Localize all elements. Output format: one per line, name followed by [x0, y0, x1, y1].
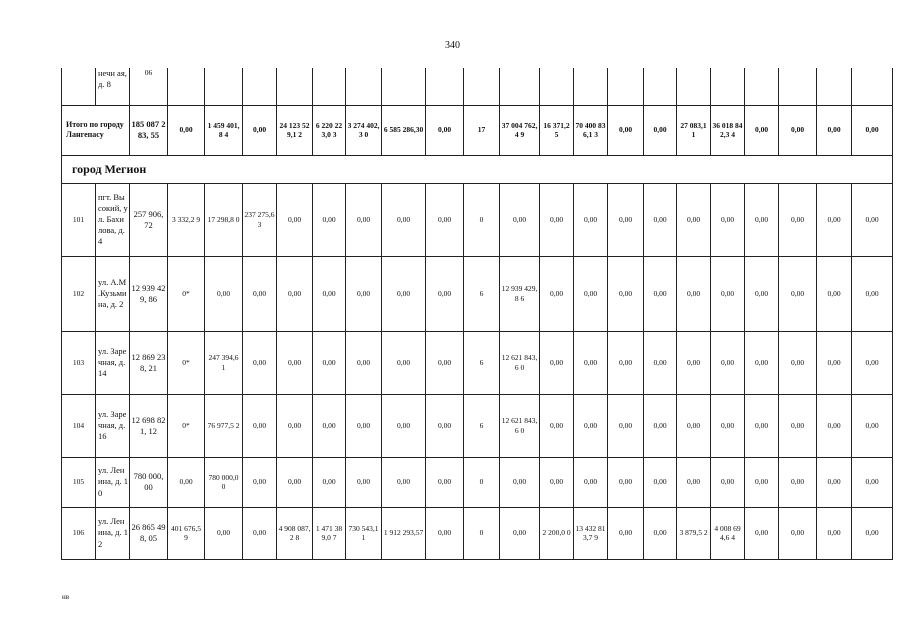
table-row — [62, 394, 893, 457]
value-cell: 0,00 — [644, 457, 677, 507]
value-cell: 6 — [464, 331, 500, 394]
value-cell: 0,00 — [608, 507, 644, 559]
value-cell — [852, 68, 893, 105]
value-cell — [426, 68, 464, 105]
value-cell: 0,00 — [574, 394, 608, 457]
value-cell: 0,00 — [745, 331, 779, 394]
value-cell — [608, 68, 644, 105]
table-row-total — [62, 105, 893, 155]
value-cell: 0,00 — [574, 457, 608, 507]
value-cell: 12 621 843,6 0 — [500, 331, 540, 394]
value-cell: 0,00 — [540, 331, 574, 394]
value-cell: 0,00 — [817, 183, 852, 256]
page-number: 340 — [445, 40, 460, 51]
value-cell: 0,00 — [644, 331, 677, 394]
total-value-cell: 16 371,2 5 — [540, 105, 574, 155]
value-cell — [779, 68, 817, 105]
value-cell: 0,00 — [243, 331, 277, 394]
value-cell: 0,00 — [540, 183, 574, 256]
value-cell: 0,00 — [277, 457, 313, 507]
total-value-cell: 0,00 — [243, 105, 277, 155]
row-number-cell: 103 — [62, 331, 96, 394]
value-cell: 0,00 — [346, 256, 382, 331]
total-value-cell: 0,00 — [779, 105, 817, 155]
value-cell: 0,00 — [500, 507, 540, 559]
value-cell: 0,00 — [817, 507, 852, 559]
table-row — [62, 183, 893, 256]
row-number-cell: 101 — [62, 183, 96, 256]
table-row — [62, 256, 893, 331]
value-cell: 3 332,2 9 — [168, 183, 205, 256]
value-cell: 0,00 — [382, 394, 426, 457]
value-cell: 0,00 — [574, 183, 608, 256]
value-cell: 257 906, 72 — [130, 183, 168, 256]
value-cell: 0,00 — [817, 256, 852, 331]
value-cell: 12 939 429, 86 — [130, 256, 168, 331]
total-value-cell: 0,00 — [168, 105, 205, 155]
value-cell: 0,00 — [817, 331, 852, 394]
value-cell: 0,00 — [677, 183, 711, 256]
value-cell: 4 908 087,2 8 — [277, 507, 313, 559]
value-cell: 780 000,0 0 — [205, 457, 243, 507]
value-cell: 0,00 — [677, 394, 711, 457]
table-row — [62, 457, 893, 507]
address-cell: ул. Заречная, д. 16 — [96, 394, 130, 457]
value-cell: 247 394,6 1 — [205, 331, 243, 394]
value-cell — [382, 68, 426, 105]
value-cell: 13 432 813,7 9 — [574, 507, 608, 559]
value-cell: 237 275,6 3 — [243, 183, 277, 256]
table-row — [62, 331, 893, 394]
value-cell: 12 939 429,8 6 — [500, 256, 540, 331]
value-cell: 0,00 — [745, 183, 779, 256]
value-cell: 0,00 — [608, 256, 644, 331]
value-cell: 0,00 — [608, 183, 644, 256]
value-cell — [313, 68, 346, 105]
value-cell: 0,00 — [205, 507, 243, 559]
total-value-cell: 36 018 842,3 4 — [711, 105, 745, 155]
total-value-cell: 185 087 283, 55 — [130, 105, 168, 155]
section-row — [62, 155, 893, 183]
value-cell: 0,00 — [277, 331, 313, 394]
value-cell: 0,00 — [243, 507, 277, 559]
value-cell: 12 621 843,6 0 — [500, 394, 540, 457]
value-cell: 0,00 — [313, 394, 346, 457]
value-cell: 1 912 293,57 — [382, 507, 426, 559]
total-value-cell: 1 459 401,8 4 — [205, 105, 243, 155]
value-cell — [346, 68, 382, 105]
value-cell — [464, 68, 500, 105]
value-cell: 0,00 — [313, 256, 346, 331]
value-cell: 6 — [464, 256, 500, 331]
value-cell — [205, 68, 243, 105]
value-cell: 0,00 — [779, 394, 817, 457]
total-value-cell: 0,00 — [608, 105, 644, 155]
value-cell: 0,00 — [711, 457, 745, 507]
value-cell — [243, 68, 277, 105]
total-value-cell: 6 220 223,0 3 — [313, 105, 346, 155]
value-cell — [817, 68, 852, 105]
value-cell — [500, 68, 540, 105]
total-value-cell: 0,00 — [745, 105, 779, 155]
address-cell: ул. Ленина, д. 12 — [96, 507, 130, 559]
value-cell: 0,00 — [168, 457, 205, 507]
value-cell: 0,00 — [644, 256, 677, 331]
total-value-cell: 27 083,1 1 — [677, 105, 711, 155]
row-number-cell: 105 — [62, 457, 96, 507]
value-cell: 0,00 — [644, 394, 677, 457]
section-title: город Мегион — [62, 155, 893, 183]
value-cell: 0,00 — [313, 331, 346, 394]
value-cell: 0,00 — [574, 331, 608, 394]
value-cell: 0,00 — [817, 394, 852, 457]
value-cell: 0,00 — [500, 183, 540, 256]
value-cell: 0,00 — [779, 331, 817, 394]
value-cell: 0,00 — [745, 507, 779, 559]
value-cell: 0,00 — [608, 331, 644, 394]
value-cell: 0,00 — [711, 331, 745, 394]
value-cell: 0,00 — [779, 507, 817, 559]
value-cell: 0,00 — [243, 394, 277, 457]
table-body — [62, 68, 893, 559]
value-cell: 0,00 — [711, 256, 745, 331]
value-cell: 0* — [168, 394, 205, 457]
value-cell: 0,00 — [313, 183, 346, 256]
value-cell: 0,00 — [382, 331, 426, 394]
total-value-cell: 70 400 836,1 3 — [574, 105, 608, 155]
address-cell: ул. Заречная, д. 14 — [96, 331, 130, 394]
value-cell: 0,00 — [277, 256, 313, 331]
value-cell: 0,00 — [313, 457, 346, 507]
footer-mark: нв — [62, 593, 70, 601]
value-cell: 0,00 — [426, 331, 464, 394]
value-cell: 17 298,8 0 — [205, 183, 243, 256]
value-cell: 0,00 — [608, 457, 644, 507]
value-cell: 780 000, 00 — [130, 457, 168, 507]
value-cell: 0,00 — [677, 256, 711, 331]
value-cell — [644, 68, 677, 105]
value-cell: 0,00 — [426, 507, 464, 559]
value-cell: 0,00 — [426, 457, 464, 507]
value-cell: 0,00 — [346, 183, 382, 256]
value-cell: 0,00 — [426, 394, 464, 457]
address-cell: нечн ая, д. 8 — [96, 68, 130, 105]
value-cell: 0 — [464, 183, 500, 256]
total-value-cell: 37 004 762,4 9 — [500, 105, 540, 155]
value-cell: 0,00 — [540, 457, 574, 507]
total-value-cell: 24 123 529,1 2 — [277, 105, 313, 155]
value-cell: 0,00 — [382, 256, 426, 331]
value-cell: 4 008 694,6 4 — [711, 507, 745, 559]
value-cell: 0,00 — [677, 457, 711, 507]
total-value-cell: 17 — [464, 105, 500, 155]
value-cell — [745, 68, 779, 105]
value-cell: 0,00 — [711, 394, 745, 457]
table-row — [62, 507, 893, 559]
value-cell — [277, 68, 313, 105]
value-cell — [677, 68, 711, 105]
total-value-cell: 6 585 286,30 — [382, 105, 426, 155]
total-value-cell: 0,00 — [852, 105, 893, 155]
total-value-cell: 0,00 — [817, 105, 852, 155]
value-cell: 0,00 — [277, 183, 313, 256]
total-value-cell: 3 274 402,3 0 — [346, 105, 382, 155]
row-number-cell: 102 — [62, 256, 96, 331]
value-cell: 0 — [464, 457, 500, 507]
value-cell — [168, 68, 205, 105]
value-cell: 0,00 — [852, 256, 893, 331]
value-cell: 0,00 — [382, 183, 426, 256]
value-cell: 730 543,1 1 — [346, 507, 382, 559]
value-cell: 0,00 — [852, 457, 893, 507]
value-cell: 0,00 — [277, 394, 313, 457]
total-value-cell: 0,00 — [426, 105, 464, 155]
address-cell: ул. Ленина, д. 10 — [96, 457, 130, 507]
row-number-cell — [62, 68, 96, 105]
value-cell: 0,00 — [205, 256, 243, 331]
value-cell: 12 698 821, 12 — [130, 394, 168, 457]
value-cell: 0,00 — [852, 394, 893, 457]
value-cell: 0,00 — [677, 331, 711, 394]
value-cell: 2 200,0 0 — [540, 507, 574, 559]
value-cell: 0,00 — [779, 256, 817, 331]
value-cell: 0,00 — [426, 256, 464, 331]
value-cell: 0,00 — [426, 183, 464, 256]
value-cell: 0,00 — [852, 507, 893, 559]
value-cell: 0,00 — [346, 457, 382, 507]
value-cell: 0,00 — [346, 394, 382, 457]
value-cell: 3 879,5 2 — [677, 507, 711, 559]
value-cell: 1 471 389,0 7 — [313, 507, 346, 559]
address-cell: пгт. Высокий, ул. Бахилова, д. 4 — [96, 183, 130, 256]
value-cell: 401 676,5 9 — [168, 507, 205, 559]
value-cell: 06 — [130, 68, 168, 105]
value-cell: 76 977,5 2 — [205, 394, 243, 457]
total-value-cell: 0,00 — [644, 105, 677, 155]
value-cell: 0,00 — [540, 394, 574, 457]
value-cell: 0,00 — [243, 457, 277, 507]
value-cell: 12 869 238, 21 — [130, 331, 168, 394]
value-cell — [574, 68, 608, 105]
value-cell: 0,00 — [711, 183, 745, 256]
value-cell: 6 — [464, 394, 500, 457]
total-label-cell: Итого по городу Лангепасу — [62, 105, 130, 155]
row-number-cell: 104 — [62, 394, 96, 457]
row-number-cell: 106 — [62, 507, 96, 559]
value-cell: 0,00 — [574, 256, 608, 331]
address-cell: ул. А.М .Кузьмина, д. 2 — [96, 256, 130, 331]
value-cell: 0,00 — [540, 256, 574, 331]
value-cell: 0,00 — [500, 457, 540, 507]
value-cell: 0,00 — [817, 457, 852, 507]
value-cell — [711, 68, 745, 105]
value-cell: 0,00 — [779, 183, 817, 256]
value-cell: 0,00 — [852, 331, 893, 394]
value-cell: 0 — [464, 507, 500, 559]
value-cell: 0,00 — [745, 394, 779, 457]
value-cell: 0,00 — [644, 183, 677, 256]
value-cell: 0,00 — [346, 331, 382, 394]
value-cell: 0* — [168, 256, 205, 331]
value-cell: 26 865 498, 05 — [130, 507, 168, 559]
value-cell: 0* — [168, 331, 205, 394]
value-cell: 0,00 — [608, 394, 644, 457]
table-row-fragment — [62, 68, 893, 105]
value-cell: 0,00 — [745, 256, 779, 331]
value-cell: 0,00 — [745, 457, 779, 507]
value-cell: 0,00 — [779, 457, 817, 507]
value-cell: 0,00 — [382, 457, 426, 507]
value-cell: 0,00 — [243, 256, 277, 331]
value-cell: 0,00 — [852, 183, 893, 256]
value-cell — [540, 68, 574, 105]
budget-table — [61, 68, 893, 560]
value-cell: 0,00 — [644, 507, 677, 559]
